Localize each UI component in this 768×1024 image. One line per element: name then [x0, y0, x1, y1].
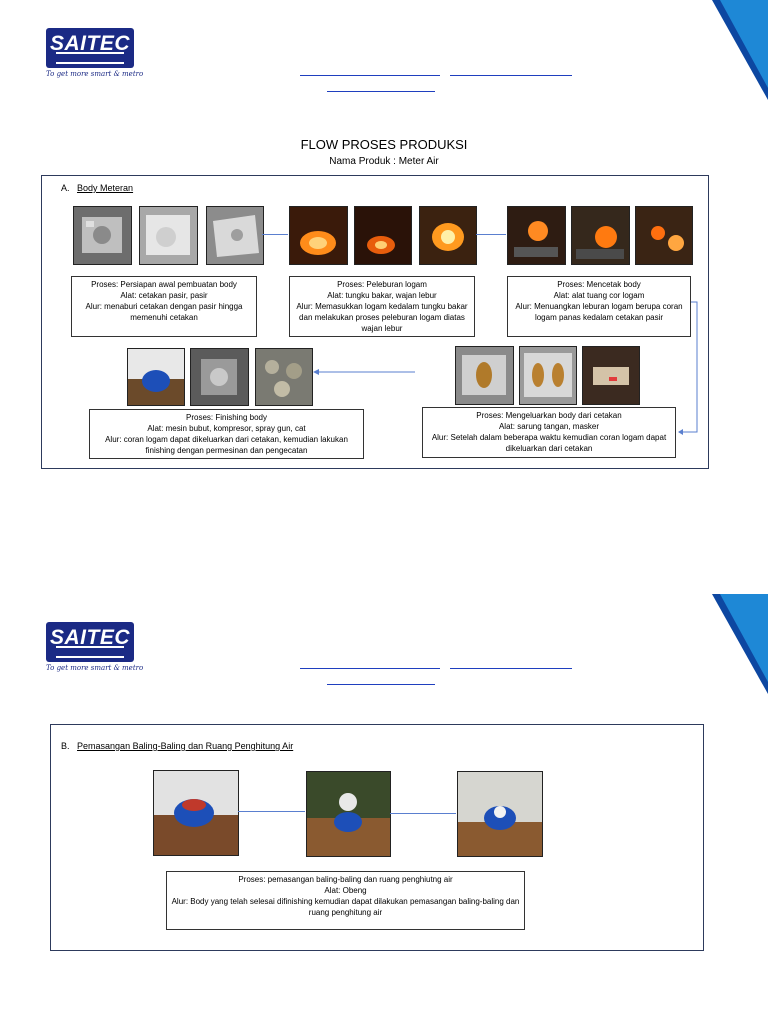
- photo-removal-2: [519, 346, 577, 405]
- photo-removal-1: [455, 346, 514, 405]
- step-b-proses: Proses: pemasangan baling-baling dan ruang penghiutng air: [238, 875, 453, 884]
- section-b-heading: [61, 741, 293, 751]
- step-4-alat: Alat: sarung tangan, masker: [498, 422, 600, 431]
- header-link-6[interactable]: [327, 684, 435, 685]
- caption-step-5: [89, 409, 364, 459]
- photo-sand-mold-2: [139, 206, 198, 265]
- step-2-proses: Proses: Peleburan logam: [337, 280, 427, 289]
- flow-arrow-1: [262, 234, 288, 235]
- logo-tagline: To get more smart & metro: [46, 70, 144, 78]
- flow-arrow-2: [476, 234, 506, 235]
- step-1-alur: Alur: menaburi cetakan dengan pasir hingga memenuhi cetakan: [85, 302, 243, 322]
- flow-arrow-b2: [390, 813, 456, 814]
- header-link-5[interactable]: [450, 668, 572, 669]
- logo-wordmark: SAITEC: [49, 32, 130, 55]
- photo-melting-1: [289, 206, 348, 265]
- step-3-alat: Alat: alat tuang cor logam: [553, 291, 645, 300]
- caption-step-4: [422, 407, 676, 458]
- logo-waves-icon-2: [56, 646, 124, 658]
- caption-step-3: [507, 276, 691, 337]
- photo-casting-3: [635, 206, 693, 265]
- photo-finishing-1: [127, 348, 185, 406]
- step-1-alat: Alat: cetakan pasir, pasir: [120, 291, 208, 300]
- caption-step-2: [289, 276, 475, 337]
- step-5-alur: Alur: coran logam dapat dikeluarkan dari cetakan, kemudian lakukan finishing dengan permesinan dan pengecatan: [105, 435, 348, 455]
- section-b-title: Pemasangan Baling-Baling dan Ruang Penghitung Air: [77, 741, 294, 751]
- photo-sand-mold-3: [206, 206, 264, 265]
- step-4-proses: Proses: Mengeluarkan body dari cetakan: [476, 411, 622, 420]
- photo-casting-1: [507, 206, 566, 265]
- saitec-logo-2: [46, 622, 134, 662]
- step-3-proses: Proses: Mencetak body: [557, 280, 641, 289]
- section-a-title: Body Meteran: [77, 183, 134, 193]
- step-5-proses: Proses: Finishing body: [186, 413, 267, 422]
- step-3-alur: Alur: Menuangkan leburan logam berupa coran logam panas kedalam cetakan pasir: [515, 302, 683, 322]
- header-link-2[interactable]: [450, 75, 572, 76]
- page-title: FLOW PROSES PRODUKSI: [300, 137, 468, 152]
- step-5-alat: Alat: mesin bubut, kompresor, spray gun, cat: [147, 424, 306, 433]
- step-2-alur: Alur: Memasukkan logam kedalam tungku bakar dan melakukan proses peleburan logam diatas wajan lebur: [296, 302, 468, 333]
- flow-arrow-b1: [238, 811, 305, 812]
- photo-finishing-2: [190, 348, 249, 406]
- photo-sand-mold-1: [73, 206, 132, 265]
- photo-finishing-3: [255, 348, 313, 406]
- section-b-marker: B.: [61, 741, 70, 751]
- logo-tagline-2: To get more smart & metro: [46, 664, 144, 672]
- corner-decoration-icon-2: [712, 594, 768, 694]
- step-1-proses: Proses: Persiapan awal pembuatan body: [91, 280, 237, 289]
- section-a-heading: [61, 183, 133, 193]
- caption-step-1: [71, 276, 257, 337]
- photo-melting-2: [354, 206, 412, 265]
- photo-assembly-1: [153, 770, 239, 856]
- product-name: Nama Produk : Meter Air: [329, 156, 439, 167]
- photo-assembly-2: [306, 771, 391, 857]
- step-b-alur: Alur: Body yang telah selesai difinishing kemudian dapat dilakukan pemasangan baling-baling dan ruang penghitung air: [171, 897, 520, 917]
- corner-decoration-icon: [712, 0, 768, 100]
- photo-assembly-3: [457, 771, 543, 857]
- logo-wordmark-2: SAITEC: [49, 626, 130, 649]
- section-a-marker: A.: [61, 183, 70, 193]
- saitec-logo: [46, 28, 134, 68]
- step-2-alat: Alat: tungku bakar, wajan lebur: [327, 291, 437, 300]
- step-4-alur: Alur: Setelah dalam beberapa waktu kemudian coran logam dapat dikeluarkan dari cetakan: [431, 433, 667, 453]
- step-b-alat: Alat: Obeng: [324, 886, 367, 895]
- flow-arrow-left: [312, 367, 416, 377]
- photo-casting-2: [571, 206, 630, 265]
- header-link-4[interactable]: [300, 668, 440, 669]
- photo-melting-3: [419, 206, 477, 265]
- header-link-3[interactable]: [327, 91, 435, 92]
- photo-removal-3: [582, 346, 640, 405]
- caption-step-b: [166, 871, 525, 930]
- header-link-1[interactable]: [300, 75, 440, 76]
- logo-waves-icon: [56, 52, 124, 64]
